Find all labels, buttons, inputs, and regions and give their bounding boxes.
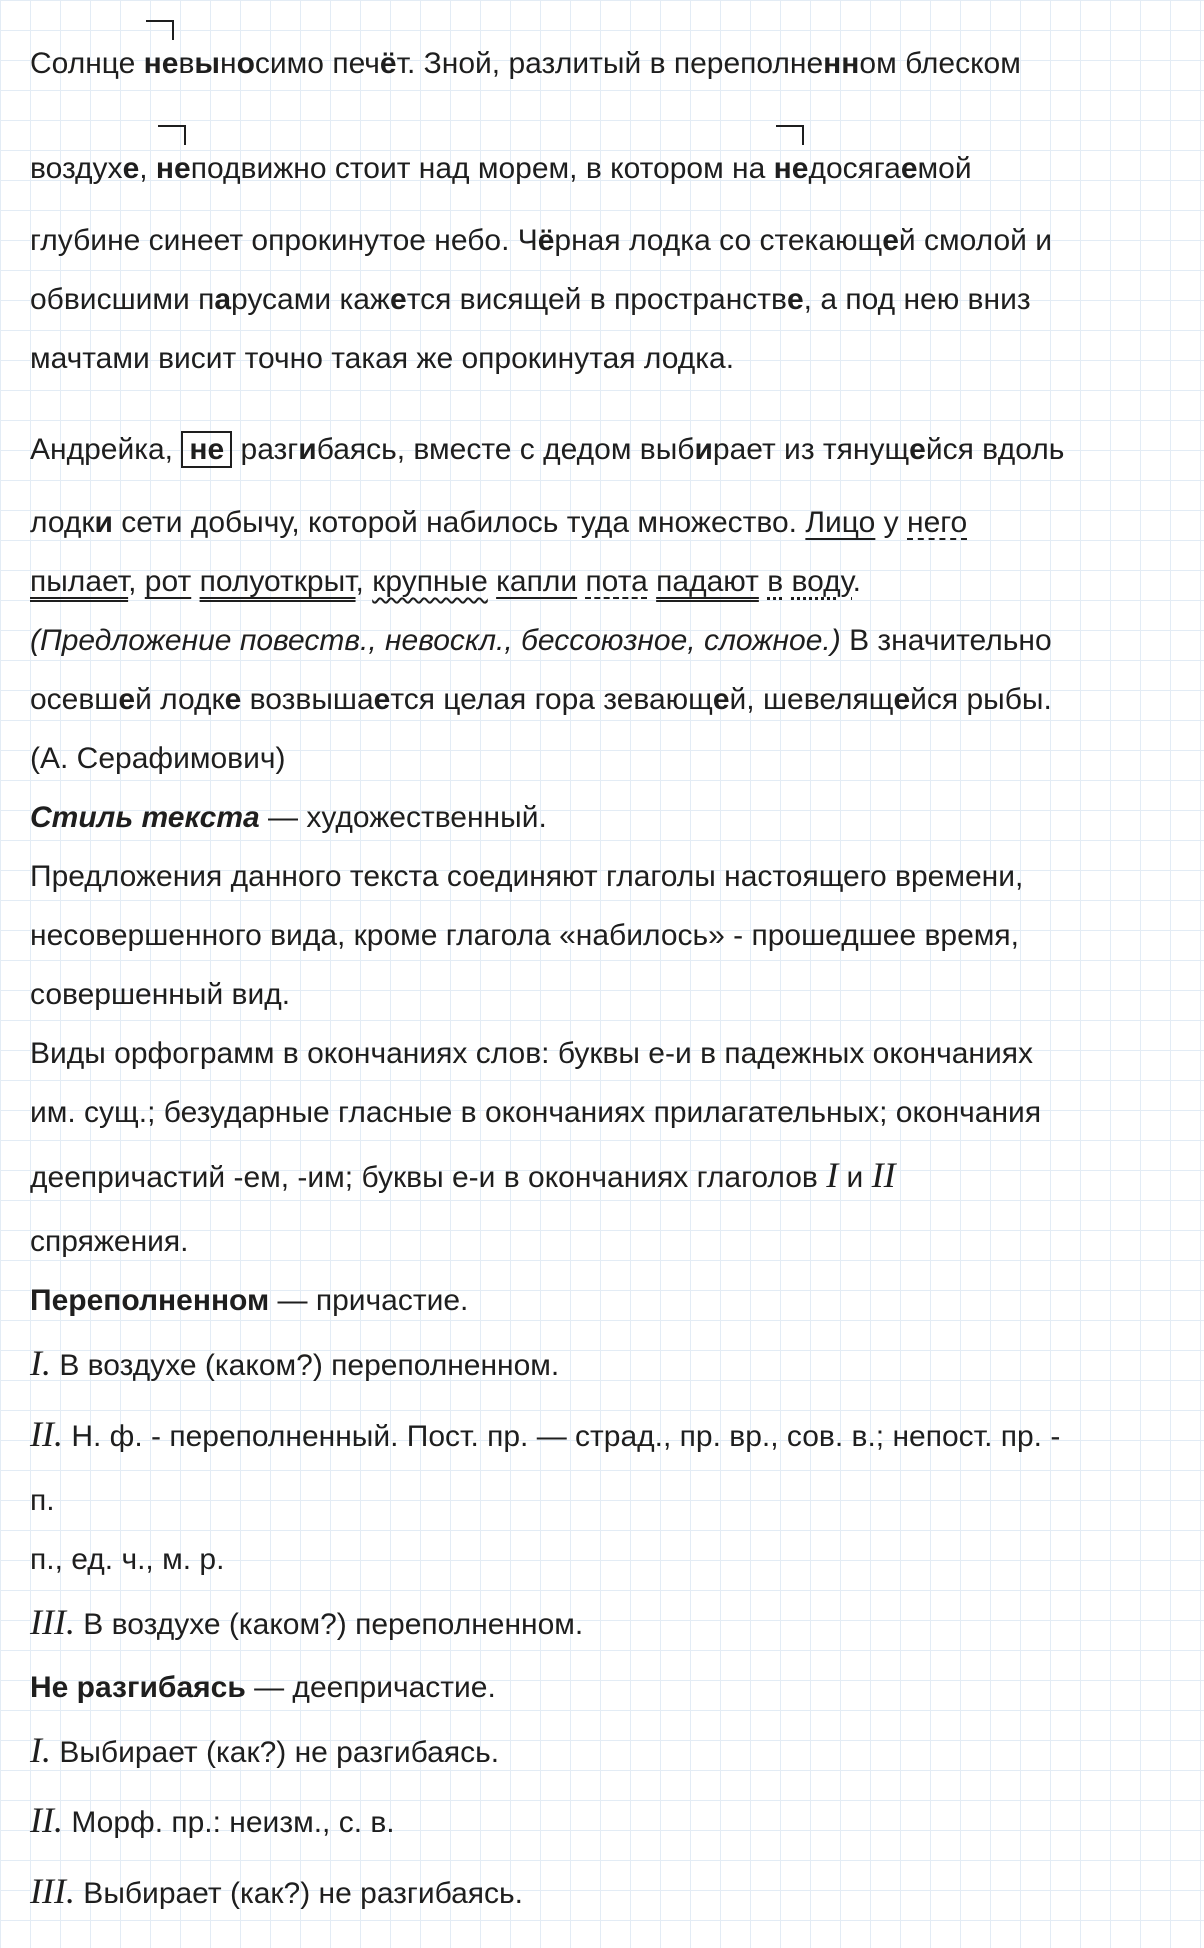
subject-rot: рот bbox=[144, 565, 192, 598]
text-line-2: воздухе, неподвижно стоит над морем, в котором на недосягаемой bbox=[30, 149, 972, 189]
text-line-3: глубине синеет опрокинутое небо. Чёрная лодка со стекающей смолой и bbox=[30, 224, 1053, 257]
gerund-step-1: I. Выбирает (как?) не разгибаясь. bbox=[30, 1730, 500, 1770]
participle-step-3: III. В воздухе (каком?) переполненном. bbox=[30, 1602, 584, 1642]
verbs-line-2: несовершенного вида, кроме глагола «набилось» - прошедшее время, bbox=[30, 919, 1019, 952]
author: (А. Серафимович) bbox=[30, 742, 286, 775]
text-style: Стиль текста — художественный. bbox=[30, 801, 547, 834]
ortho-line-1: Виды орфограмм в окончаниях слов: буквы е-и в падежных окончаниях bbox=[30, 1037, 1033, 1070]
sentence-analysis: (Предложение повеств., невоскл., бессоюзное, сложное.) bbox=[30, 624, 841, 657]
ortho-line-4: спряжения. bbox=[30, 1225, 189, 1258]
text-line-5: мачтами висит точно такая же опрокинутая лодка. bbox=[30, 342, 735, 375]
adverbial-v: в bbox=[767, 565, 784, 598]
stress-mark-ne: не bbox=[774, 149, 809, 189]
participle-title: Переполненном — причастие. bbox=[30, 1284, 469, 1317]
participle-step-2-cont: п., ед. ч., м. р. bbox=[30, 1543, 225, 1576]
verbs-line-1: Предложения данного текста соединяют глаголы настоящего времени, bbox=[30, 860, 1024, 893]
text-line-9: (Предложение повеств., невоскл., бессоюзное, сложное.) В значительно bbox=[30, 624, 1052, 657]
complement-nego: него bbox=[907, 506, 968, 539]
text-line-7: лодки сети добычу, которой набилось туда множество. Лицо у него bbox=[30, 506, 968, 539]
text-line-8: пылает, рот полуоткрыт, крупные капли пота падают в воду. bbox=[30, 565, 861, 598]
attribute-krupnye: крупные bbox=[372, 565, 488, 598]
text-line-10: осевшей лодке возвышается целая гора зевающей, шевелящейся рыбы. bbox=[30, 683, 1052, 716]
participle-step-2-cont: п. bbox=[30, 1484, 55, 1517]
subject-kapli: капли bbox=[496, 565, 578, 598]
gerund-step-3: III. Выбирает (как?) не разгибаясь. bbox=[30, 1871, 524, 1911]
style-label: Стиль текста bbox=[30, 801, 260, 834]
verbs-line-3: совершенный вид. bbox=[30, 978, 291, 1011]
complement-pota: пота bbox=[585, 565, 648, 598]
adverbial-vodu: воду bbox=[791, 565, 853, 598]
participle-step-2: II. Н. ф. - переполненный. Пост. пр. — страд., пр. вр., сов. в.; непост. пр. - bbox=[30, 1414, 1061, 1454]
participle-step-1: I. В воздухе (каком?) переполненном. bbox=[30, 1343, 560, 1383]
predicate-poluotkryt: полуоткрыт bbox=[199, 565, 356, 598]
text-line-1: Солнце невыносимо печёт. Зной, разлитый в переполненном блеском bbox=[30, 44, 1021, 84]
stress-mark-ne: не bbox=[156, 149, 191, 189]
predicate-pylaet: пылает bbox=[30, 565, 129, 598]
gerund-title: Не разгибаясь — деепричастие. bbox=[30, 1671, 496, 1704]
subject-lico: Лицо bbox=[805, 506, 876, 539]
boxed-particle: не bbox=[181, 431, 232, 468]
text-line-6: Андрейка, не разгибаясь, вместе с дедом выбирает из тянущейся вдоль bbox=[30, 433, 1065, 466]
ortho-line-3: деепричастий -ем, -им; буквы е-и в окончаниях глаголов I и II bbox=[30, 1155, 896, 1195]
text-line-4: обвисшими парусами кажется висящей в пространстве, а под нею вниз bbox=[30, 283, 1031, 316]
predicate-padayut: падают bbox=[656, 565, 759, 598]
ortho-line-2: им. сущ.; безударные гласные в окончаниях прилагательных; окончания bbox=[30, 1096, 1042, 1129]
gerund-step-2: II. Морф. пр.: неизм., с. в. bbox=[30, 1800, 395, 1840]
stress-mark-ne: не bbox=[144, 44, 179, 84]
